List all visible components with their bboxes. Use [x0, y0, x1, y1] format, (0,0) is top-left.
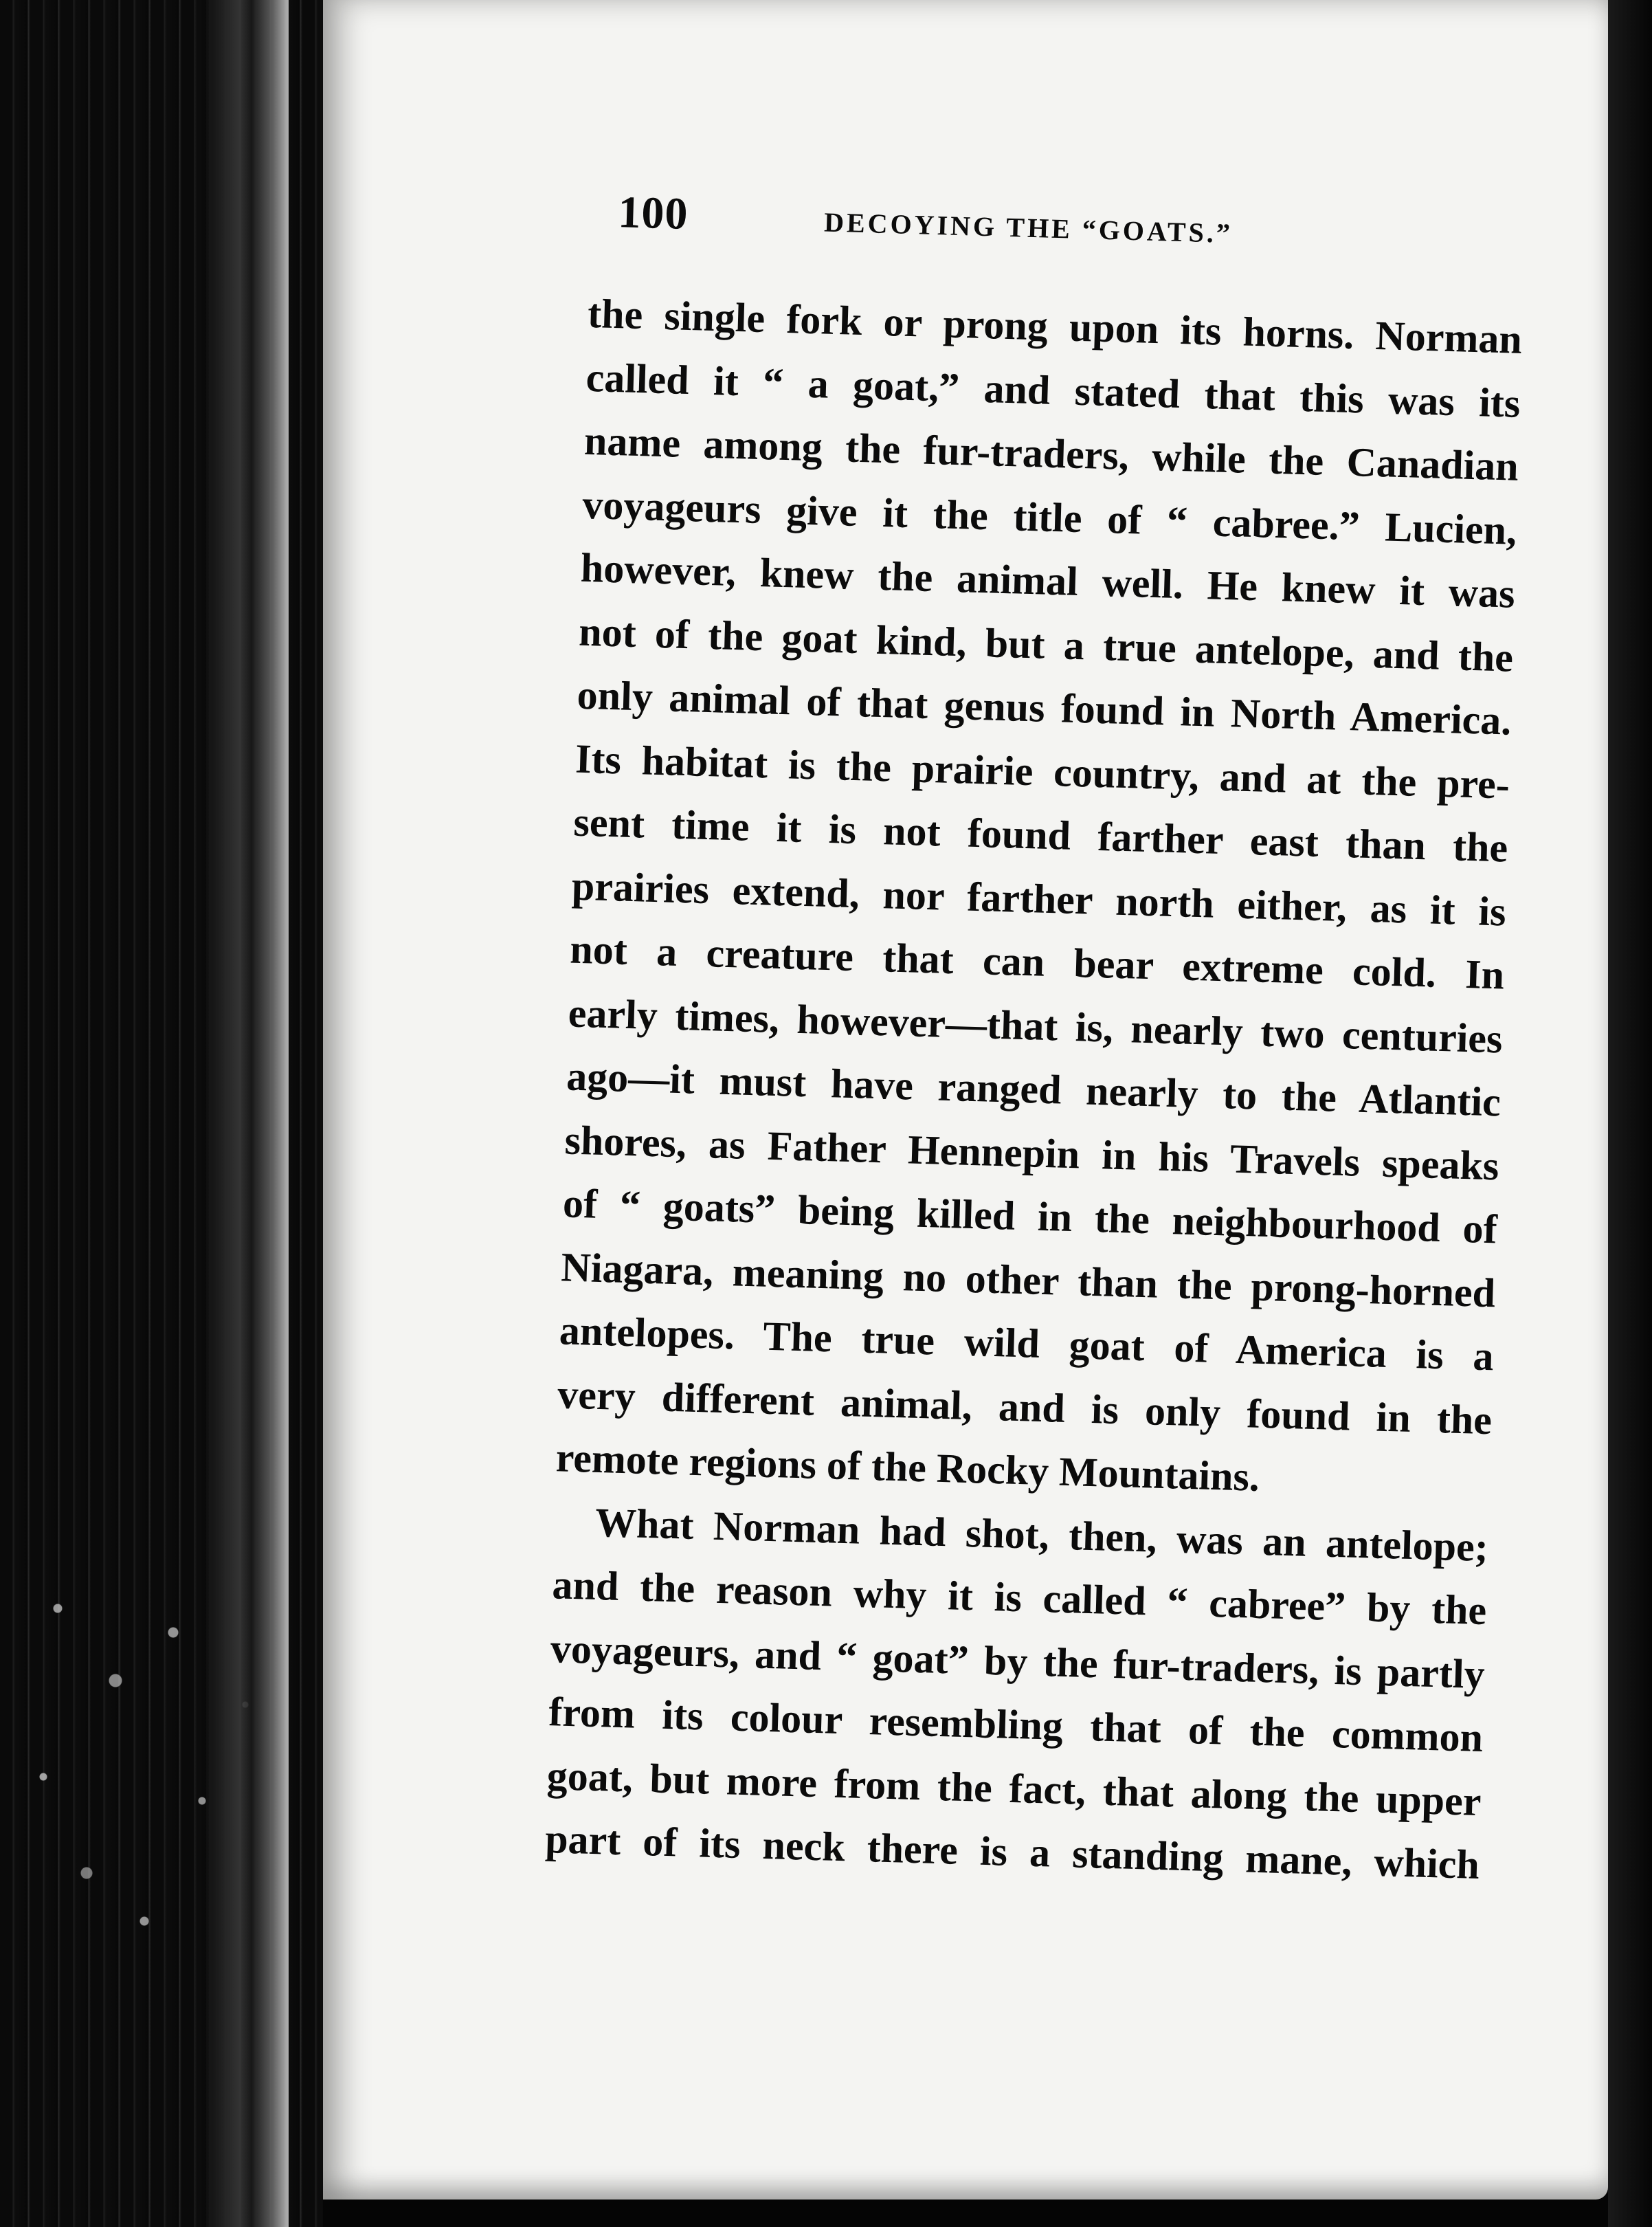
text-line: not of the goat kind, but a true antelope, and the — [578, 608, 1514, 680]
text-line: however, knew the animal well. He knew it was — [580, 544, 1516, 617]
text-line: from its colour resembling that of the common — [548, 1689, 1484, 1761]
text-line: goat, but more from the fact, that along the upper — [546, 1752, 1482, 1824]
paragraph-2 — [544, 1489, 1489, 1897]
page-number: 100 — [617, 187, 689, 239]
text-line: very different animal, and is only found in the — [557, 1371, 1493, 1443]
text-line: What Norman had shot, then, was an antelope; — [594, 1499, 1489, 1570]
text-line: of “ goats” being killed in the neighbourhood of — [562, 1180, 1498, 1252]
text-line: sent time it is not found farther east than the — [572, 799, 1509, 871]
text-line: name among the fur-traders, while the Canadian — [583, 417, 1519, 489]
text-line: early times, however—that is, nearly two centuries — [568, 990, 1504, 1061]
text-line: voyageurs, and “ goat” by the fur-traders, is partly — [550, 1625, 1486, 1697]
text-line: Its habitat is the prairie country, and at the pre- — [574, 735, 1510, 808]
text-line: not a creature that can bear extreme cold. In — [569, 926, 1505, 998]
page-content — [544, 187, 1525, 1897]
right-edge-shadow — [1608, 0, 1652, 2227]
text-line: and the reason why it is called “ cabree” by the — [551, 1562, 1488, 1634]
text-line: the single fork or prong upon its horns. Norman — [587, 290, 1523, 362]
text-line: remote regions of the Rocky Mountains. — [555, 1434, 1260, 1500]
text-line: only animal of that genus found in North America. — [576, 672, 1513, 744]
text-line: voyageurs give it the title of “ cabree.” Lucien, — [581, 481, 1518, 553]
page-gutter-shadow — [206, 0, 289, 2227]
text-line: ago—it must have ranged nearly to the Atlantic — [566, 1053, 1502, 1125]
running-title: DECOYING THE “GOATS.” — [823, 206, 1234, 250]
paragraph-1 — [555, 282, 1523, 1516]
text-line: prairies extend, nor farther north either, as it is — [571, 863, 1507, 935]
text-line: antelopes. The true wild goat of America is a — [559, 1307, 1495, 1380]
text-line: shores, as Father Hennepin in his Travels speaks — [563, 1116, 1500, 1188]
text-line: called it “ a goat,” and stated that this was its — [585, 354, 1521, 426]
text-line: part of its neck there is a standing mane, which — [544, 1816, 1480, 1888]
text-line: Niagara, meaning no other than the prong-horned — [560, 1243, 1497, 1316]
